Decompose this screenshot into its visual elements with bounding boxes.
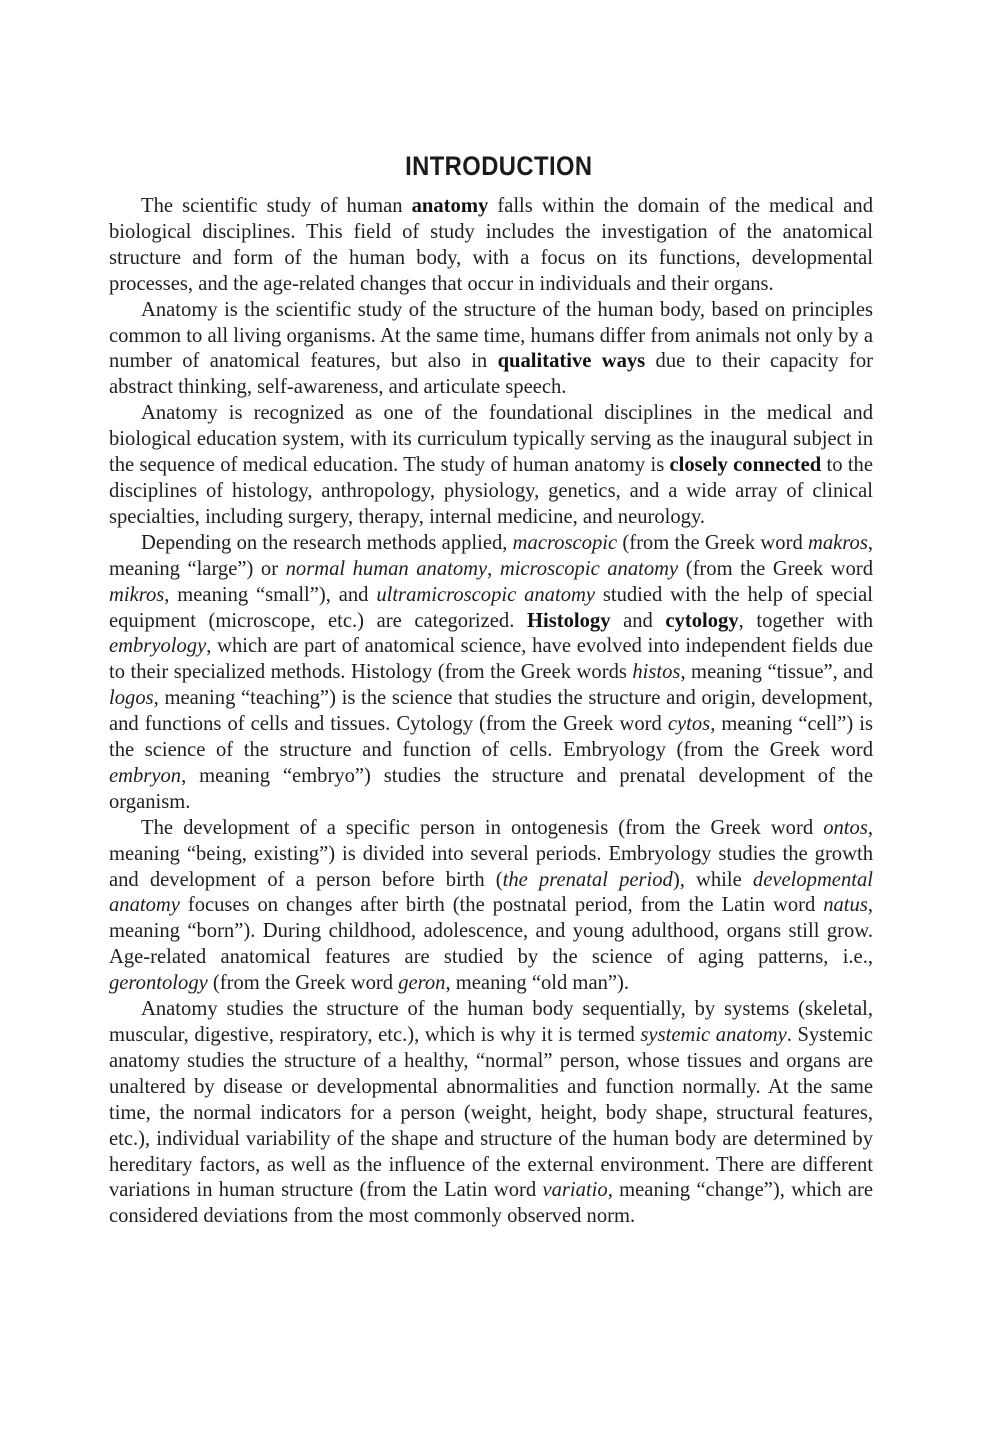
- paragraph: [109, 401, 873, 531]
- bold-term: cytology: [665, 609, 739, 632]
- italic-term: embryology: [109, 635, 207, 658]
- italic-term: macroscopic: [512, 531, 618, 554]
- bold-term: anatomy: [411, 195, 489, 217]
- italic-term: geron: [398, 972, 446, 995]
- text-run: , meaning “teaching”) is the science that studies the structure and origin, development, and functions of cells and tissues. Cytology (from the Greek word: [109, 687, 873, 736]
- text-run: (from the Greek word: [678, 557, 874, 580]
- text-run: (from the Greek word: [207, 972, 399, 995]
- italic-term: makros: [807, 531, 868, 554]
- text-run: and: [610, 609, 666, 632]
- text-run: falls within the domain of the medical and biological disciplines. This field of study includes the investigation of the anatomical structure and form of the human body, with a focus on its functions, developmental processes, and the age-related changes that occur in individuals and their organs.: [109, 195, 873, 295]
- italic-term: natus: [823, 894, 868, 917]
- paragraph: [109, 997, 873, 1230]
- italic-term: the prenatal period: [502, 868, 673, 891]
- text-run: , meaning “being, existing”) is divided into several periods. Embryology studies the growth and development of a person before birth (: [109, 816, 873, 891]
- text-run: Anatomy studies the structure of the human body sequentially, by systems (skeletal, muscular, digestive, respiratory, etc.), which is why it is termed: [109, 998, 873, 1046]
- paragraph: [109, 816, 873, 997]
- text-run: . Systemic anatomy studies the structure of a healthy, “normal” person, whose tissues and organs are unaltered by disease or developmental abnormalities and function normally. At the same time, the normal indicators for a person (weight, height, body shape, structural features, etc.), individual variability of the shape and structure of the human body are determined by hereditary factors, as well as the influence of the external environment. There are different variations in human structure (from the Latin word: [109, 1024, 873, 1202]
- italic-term: gerontology: [109, 972, 208, 995]
- text-run: , meaning “small”), and: [164, 583, 377, 606]
- italic-term: cytos: [667, 713, 711, 736]
- text-run: The development of a specific person in ontogenesis (from the Greek word: [141, 816, 824, 839]
- paragraph: [109, 298, 873, 402]
- text-run: , meaning “born”). During childhood, adolescence, and young adulthood, organs still grow. Age-related anatomical features are studied by the science of aging patterns, i.e.,: [109, 894, 873, 969]
- italic-term: mikros: [109, 583, 165, 606]
- paragraph: [109, 194, 873, 298]
- bold-term: qualitative ways: [497, 350, 646, 373]
- text-run: Anatomy is the scientific study of the structure of the human body, based on principles common to all living organisms. At the same time, humans differ from animals not only by a number of anatomical features, but also in: [109, 298, 873, 373]
- italic-term: logos: [109, 687, 154, 710]
- text-run: Depending on the research methods applied,: [141, 531, 513, 554]
- italic-term: embryon: [109, 764, 182, 787]
- text-run: , which are part of anatomical science, have evolved into independent fields due to their specialized methods. Histology (from the Greek words: [109, 635, 873, 684]
- text-run: , meaning “embryo”) studies the structure and prenatal development of the organism.: [109, 764, 873, 813]
- bold-term: closely connected: [669, 454, 822, 477]
- text-run: The scientific study of human: [141, 195, 412, 217]
- text-run: Anatomy is recognized as one of the foundational disciplines in the medical and biological education system, with its curriculum typically serving as the inaugural subject in the sequence of medical education. The study of human anatomy is: [109, 402, 873, 477]
- italic-term: histos: [632, 661, 681, 684]
- italic-term: normal human anatomy: [285, 557, 488, 580]
- italic-term: developmental anatomy: [109, 868, 873, 917]
- paragraph: [109, 531, 873, 816]
- italic-term: systemic anatomy: [640, 1024, 787, 1046]
- italic-term: microscopic anatomy: [499, 557, 679, 580]
- bold-term: Histology: [526, 609, 611, 632]
- text-run: due to their capacity for abstract thinking, self-awareness, and articulate speech.: [109, 350, 873, 399]
- text-run: ,: [487, 557, 500, 580]
- text-run: studied with the help of special equipment (microscope, etc.) are categorized.: [109, 583, 874, 632]
- text-run: (from the Greek word: [617, 531, 808, 554]
- text-run: , meaning “tissue”, and: [680, 661, 873, 684]
- text-run: , together with: [738, 609, 874, 632]
- text-run: ), while: [672, 868, 753, 891]
- text-run: , meaning “cell”) is the science of the structure and function of cells. Embryology (from the Greek word: [109, 713, 873, 762]
- italic-term: variatio: [542, 1179, 608, 1202]
- body-text: [109, 194, 873, 1230]
- text-run: to the disciplines of histology, anthropology, physiology, genetics, and a wide array of clinical specialties, including surgery, therapy, internal medicine, and neurology.: [109, 454, 873, 528]
- page-title: INTRODUCTION: [405, 151, 593, 182]
- text-run: , meaning “change”), which are considered deviations from the most commonly observed norm.: [109, 1179, 873, 1228]
- text-run: , meaning “old man”).: [445, 972, 630, 995]
- text-run: , meaning “large”) or: [109, 531, 874, 580]
- italic-term: ontos: [823, 816, 868, 839]
- italic-term: ultramicroscopic anatomy: [376, 583, 596, 606]
- text-run: focuses on changes after birth (the postnatal period, from the Latin word: [179, 894, 824, 917]
